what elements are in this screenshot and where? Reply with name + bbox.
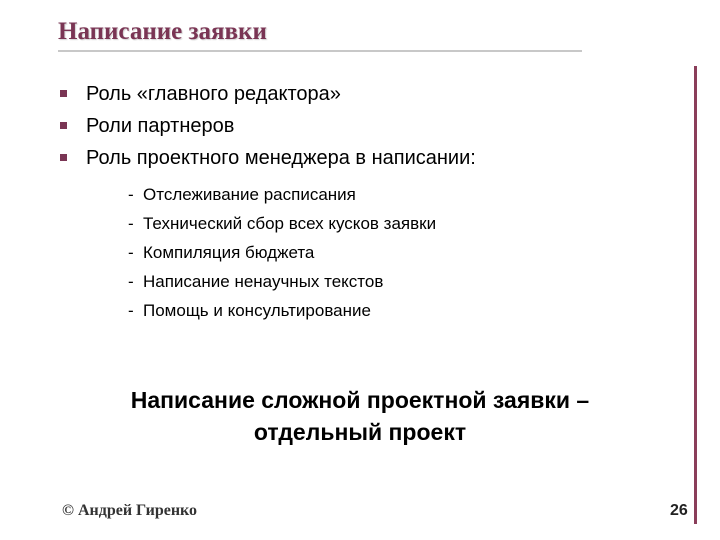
- bullet-text: Роли партнеров: [86, 114, 235, 137]
- dash-marker: -: [128, 184, 134, 204]
- dash-marker: -: [128, 213, 134, 233]
- key-statement-line: отдельный проект: [253, 419, 467, 445]
- square-bullet-icon: [60, 90, 67, 97]
- sub-bullet-item: [128, 180, 436, 209]
- bullet-item: [60, 110, 476, 142]
- sub-bullet-text: Написание ненаучных текстов: [143, 271, 384, 291]
- dash-marker: -: [128, 242, 134, 262]
- sub-bullet-item: [128, 267, 436, 296]
- page-number: 26: [670, 502, 688, 519]
- slide-title: Написание заявки: [58, 18, 267, 45]
- bullet-item: [60, 142, 476, 174]
- sub-bullet-list: [128, 180, 436, 325]
- sub-bullet-text: Технический сбор всех кусков заявки: [143, 213, 437, 233]
- bullet-text: Роль проектного менеджера в написании:: [86, 146, 476, 169]
- bullet-list: [60, 78, 476, 174]
- key-statement: [0, 384, 720, 448]
- sub-bullet-item: [128, 296, 436, 325]
- footer-author: © Андрей Гиренко: [62, 502, 198, 519]
- square-bullet-icon: [60, 154, 67, 161]
- sub-bullet-text: Отслеживание расписания: [143, 184, 356, 204]
- right-accent-bar: [694, 66, 697, 524]
- sub-bullet-item: [128, 238, 436, 267]
- title-underline: [58, 50, 582, 52]
- bullet-text: Роль «главного редактора»: [86, 82, 341, 105]
- sub-bullet-text: Помощь и консультирование: [143, 300, 371, 320]
- sub-bullet-item: [128, 209, 436, 238]
- sub-bullet-text: Компиляция бюджета: [143, 242, 315, 262]
- bullet-item: [60, 78, 476, 110]
- dash-marker: -: [128, 300, 134, 320]
- square-bullet-icon: [60, 122, 67, 129]
- key-statement-line: Написание сложной проектной заявки –: [130, 387, 590, 413]
- dash-marker: -: [128, 271, 134, 291]
